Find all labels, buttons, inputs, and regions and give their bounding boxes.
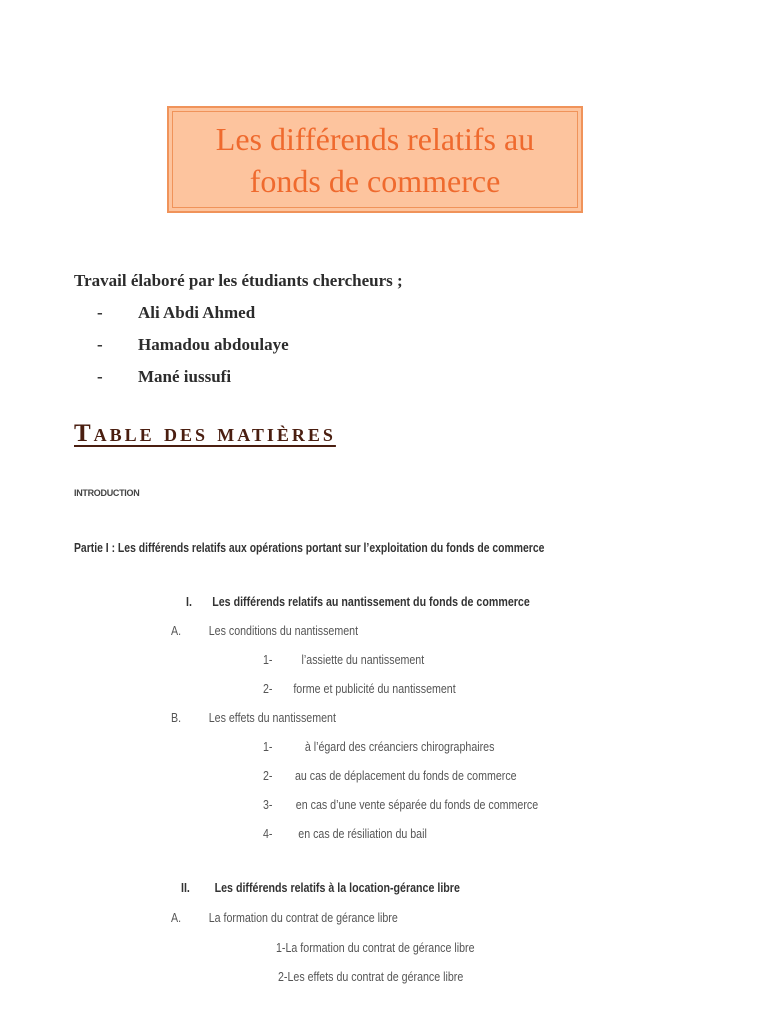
section-title: Les différends relatifs à la location-gérance libre <box>214 880 460 895</box>
author-item <box>97 303 255 323</box>
section-number: II. <box>181 880 190 895</box>
item-text: en cas d’une vente séparée du fonds de commerce <box>295 797 539 812</box>
toc-item <box>263 797 538 812</box>
bullet-dash: - <box>97 367 103 386</box>
toc-item <box>263 826 427 841</box>
subsection-letter: B. <box>171 710 182 725</box>
subsection-title: Les conditions du nantissement <box>208 623 359 638</box>
subsection-title: Les effets du nantissement <box>208 710 336 725</box>
toc-item <box>263 739 494 754</box>
bullet-dash: - <box>97 303 103 322</box>
author-item <box>97 367 231 387</box>
item-text: l’assiette du nantissement <box>301 652 425 667</box>
toc-item <box>263 681 456 696</box>
item-text: en cas de résiliation du bail <box>298 826 427 841</box>
author-name: Hamadou abdoulaye <box>138 335 289 354</box>
toc-subsection-1a <box>171 623 358 638</box>
toc-part-1: Partie I : Les différends relatifs aux opérations portant sur l’exploitation du fonds de commerce <box>74 540 545 555</box>
author-item <box>97 335 289 355</box>
toc-section-1 <box>186 594 530 609</box>
item-number: 1- <box>263 739 273 754</box>
item-number: 3- <box>263 797 273 812</box>
toc-item <box>263 652 424 667</box>
toc-introduction: INTRODUCTION <box>74 488 140 498</box>
toc-section-2 <box>181 880 460 895</box>
document-title: Les différends relatifs au fonds de commerce <box>215 120 535 199</box>
toc-item: 2-Les effets du contrat de gérance libre <box>278 969 464 984</box>
subsection-letter: A. <box>171 623 182 638</box>
author-name: Mané iussufi <box>138 367 232 386</box>
toc-subsection-2a <box>171 910 398 925</box>
authors-intro: Travail élaboré par les étudiants chercheurs ; <box>74 271 403 290</box>
toc-subsection-1b <box>171 710 336 725</box>
item-number: 2- <box>263 768 273 783</box>
subsection-title: La formation du contrat de gérance libre <box>208 910 398 925</box>
item-number: 4- <box>263 826 273 841</box>
item-number: 2- <box>263 681 273 696</box>
title-box <box>167 106 583 213</box>
title-frame <box>172 111 578 208</box>
subsection-letter: A. <box>171 910 182 925</box>
section-number: I. <box>186 594 192 609</box>
item-number: 1- <box>263 652 273 667</box>
item-text: au cas de déplacement du fonds de commerce <box>294 768 517 783</box>
toc-item <box>263 768 517 783</box>
section-title: Les différends relatifs au nantissement du fonds de commerce <box>212 594 530 609</box>
bullet-dash: - <box>97 335 103 354</box>
item-text: forme et publicité du nantissement <box>293 681 456 696</box>
toc-item: 1-La formation du contrat de gérance libre <box>276 940 475 955</box>
item-text: à l’égard des créanciers chirographaires <box>304 739 495 754</box>
author-name: Ali Abdi Ahmed <box>138 303 256 322</box>
toc-heading: Table des matières <box>74 420 336 447</box>
